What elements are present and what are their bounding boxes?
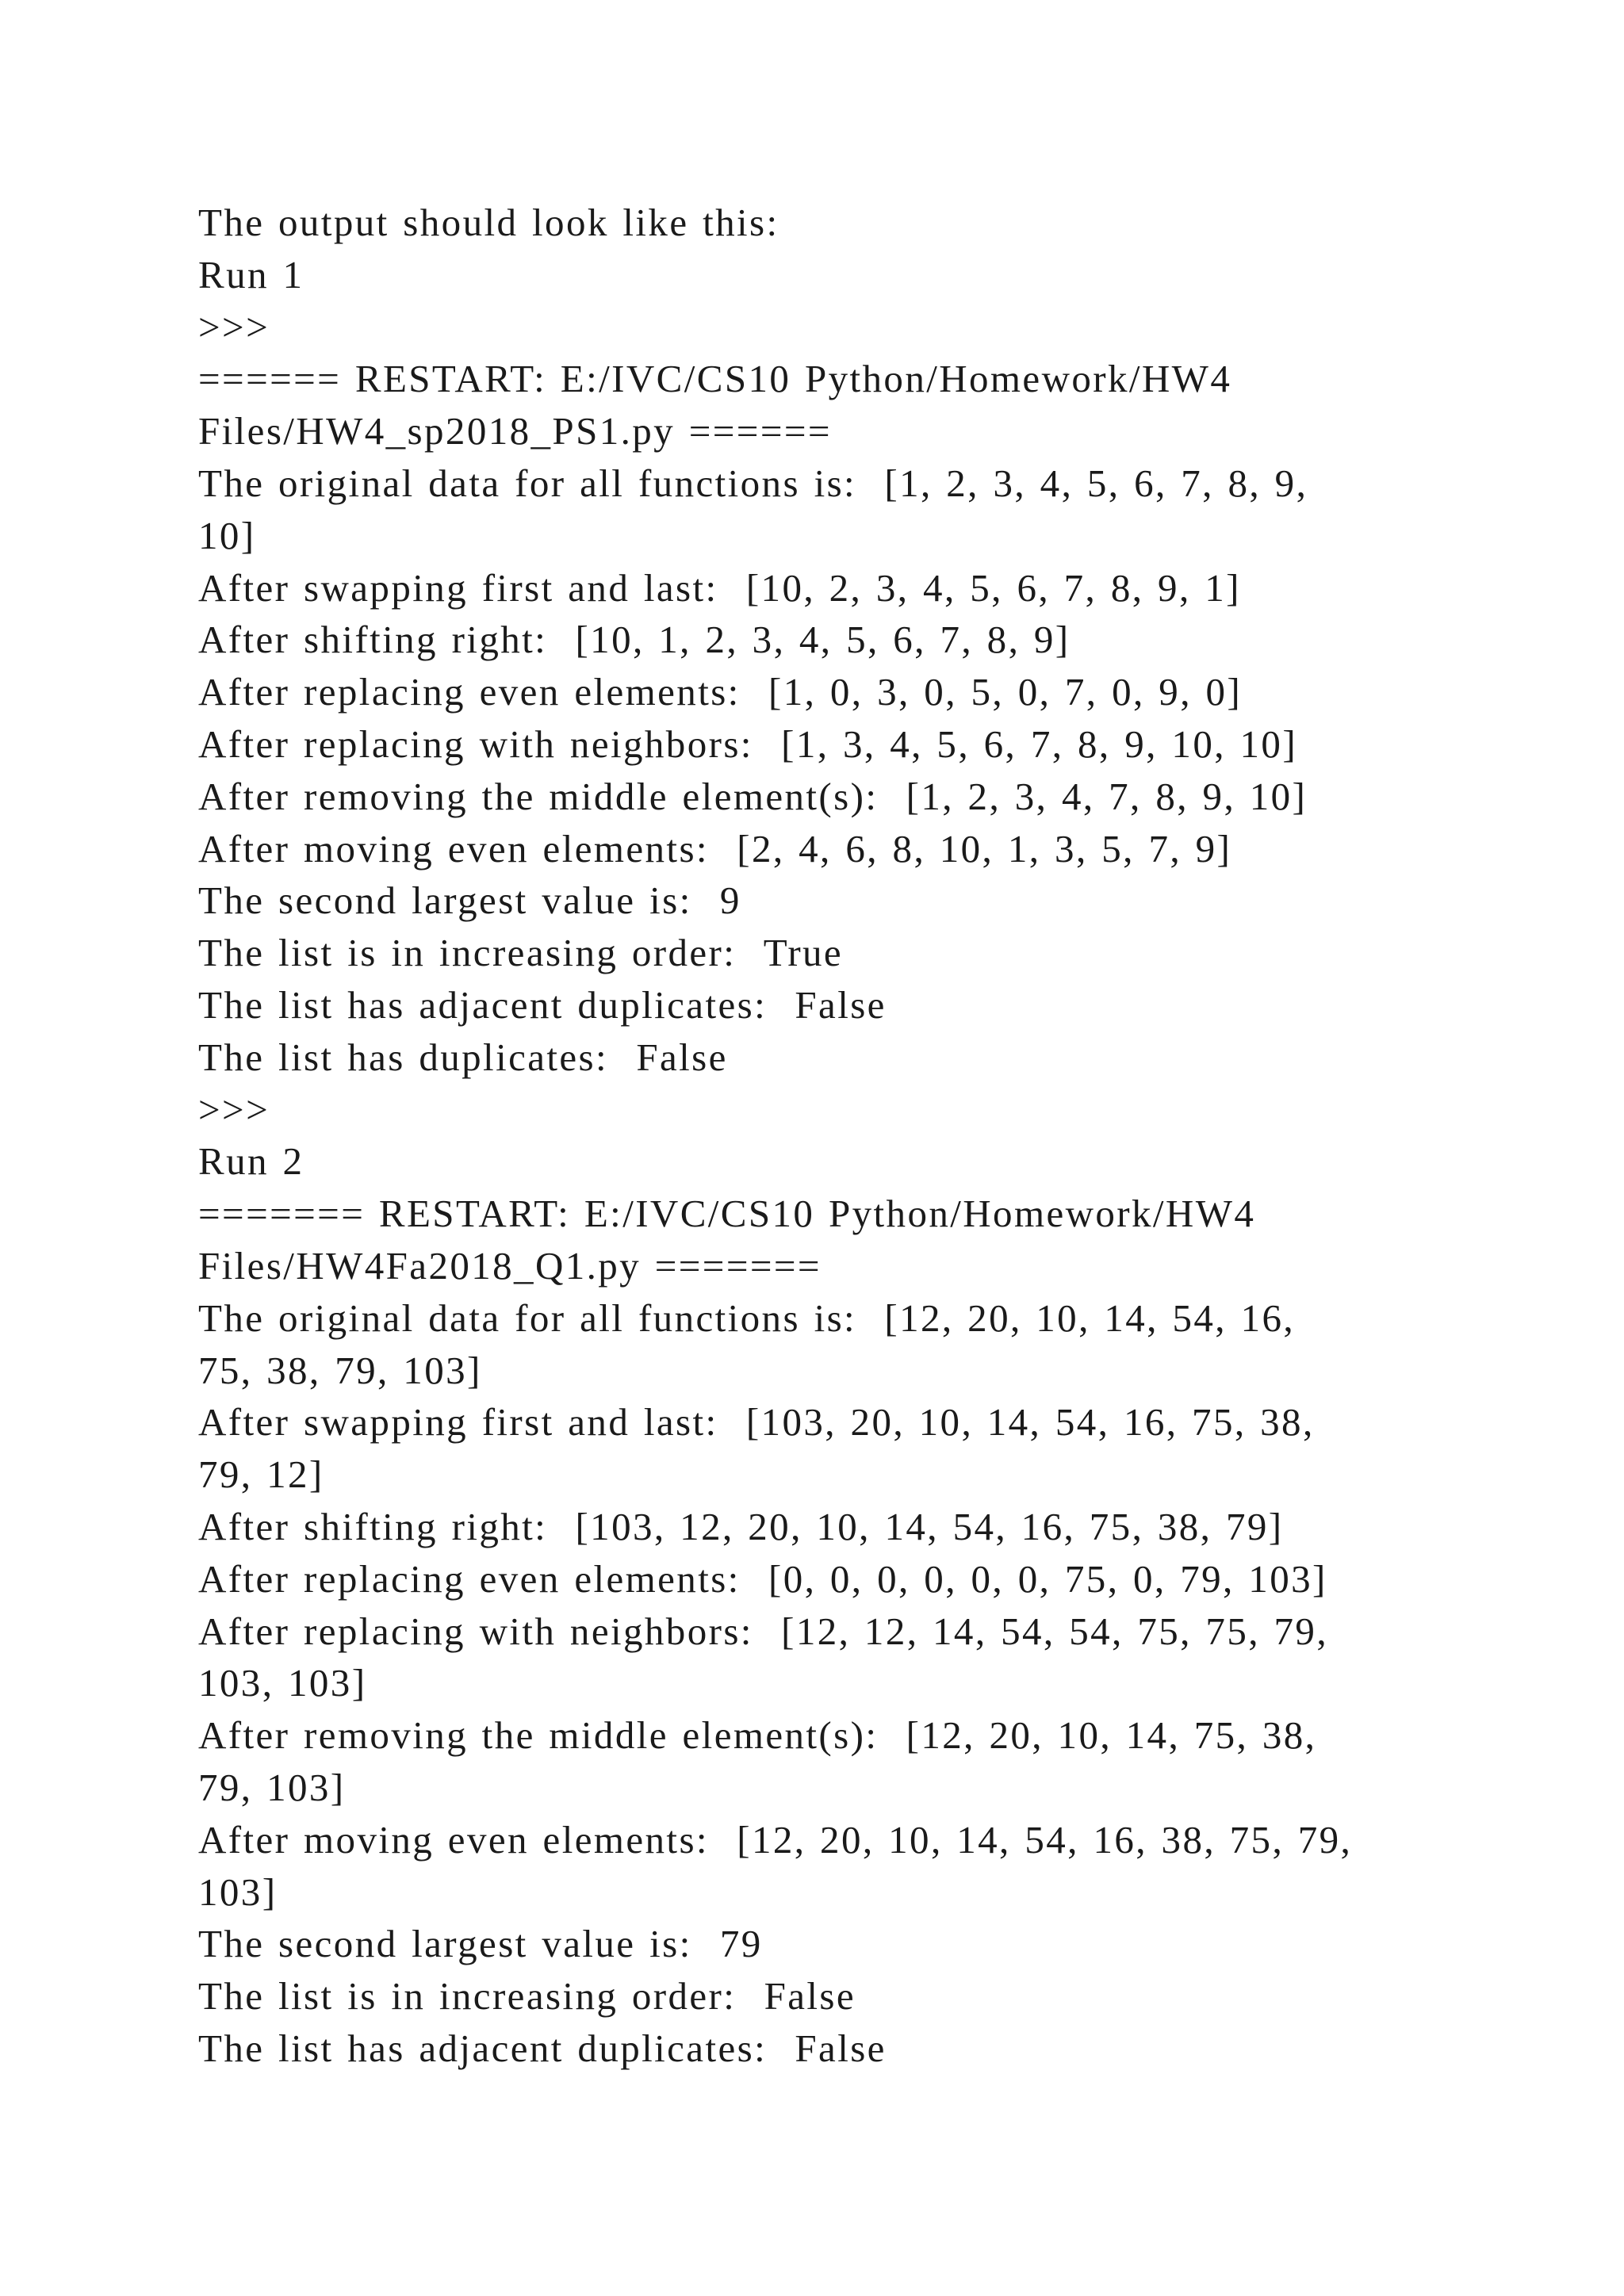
output-line: After replacing even elements: [1, 0, 3, 0, 5, 0, 7, 0, 9, 0]: [198, 670, 1243, 714]
run-2-heading: Run 2: [198, 1139, 304, 1184]
output-line: After replacing with neighbors: [12, 12, 14, 54, 54, 75, 75, 79,: [198, 1609, 1328, 1653]
output-line: 103, 103]: [198, 1661, 367, 1705]
output-line: After removing the middle element(s): [12, 20, 10, 14, 75, 38,: [198, 1713, 1317, 1758]
restart-line: ====== RESTART: E:/IVC/CS10 Python/Homework/HW4: [198, 357, 1232, 401]
output-line: 79, 103]: [198, 1765, 346, 1809]
output-line: The list has adjacent duplicates: False: [198, 2026, 887, 2070]
output-line: 75, 38, 79, 103]: [198, 1348, 482, 1392]
output-line: After replacing with neighbors: [1, 3, 4, 5, 6, 7, 8, 9, 10, 10]: [198, 721, 1298, 766]
output-line: The list is in increasing order: False: [198, 1974, 856, 2019]
output-line: After removing the middle element(s): [1, 2, 3, 4, 7, 8, 9, 10]: [198, 774, 1308, 818]
output-line: The list has adjacent duplicates: False: [198, 982, 887, 1027]
output-line: After moving even elements: [2, 4, 6, 8, 10, 1, 3, 5, 7, 9]: [198, 826, 1232, 871]
restart-line-continued: Files/HW4_sp2018_PS1.py ======: [198, 409, 832, 453]
prompt-line: >>>: [198, 1087, 270, 1131]
restart-line: ======= RESTART: E:/IVC/CS10 Python/Homework/HW4: [198, 1192, 1256, 1236]
run-1-heading: Run 1: [198, 252, 304, 297]
output-line: After replacing even elements: [0, 0, 0, 0, 0, 0, 75, 0, 79, 103]: [198, 1556, 1327, 1601]
output-line: After moving even elements: [12, 20, 10, 14, 54, 16, 38, 75, 79,: [198, 1817, 1353, 1862]
output-text-block: [198, 197, 1546, 2075]
output-line: After swapping first and last: [10, 2, 3, 4, 5, 6, 7, 8, 9, 1]: [198, 565, 1241, 610]
output-line: After shifting right: [103, 12, 20, 10, 14, 54, 16, 75, 38, 79]: [198, 1504, 1284, 1548]
output-line: 10]: [198, 513, 256, 557]
output-line: The second largest value is: 9: [198, 878, 741, 923]
prompt-line: >>>: [198, 304, 270, 349]
output-line: After shifting right: [10, 1, 2, 3, 4, 5, 6, 7, 8, 9]: [198, 618, 1071, 662]
output-line: 103]: [198, 1869, 278, 1914]
output-line: The original data for all functions is: [1, 2, 3, 4, 5, 6, 7, 8, 9,: [198, 461, 1308, 505]
output-line: After swapping first and last: [103, 20, 10, 14, 54, 16, 75, 38,: [198, 1400, 1315, 1445]
output-line: The list has duplicates: False: [198, 1035, 728, 1079]
output-line: 79, 12]: [198, 1452, 324, 1497]
output-line: The second largest value is: 79: [198, 1922, 763, 1966]
restart-line-continued: Files/HW4Fa2018_Q1.py =======: [198, 1243, 822, 1288]
intro-line: The output should look like this:: [198, 201, 779, 244]
output-line: The list is in increasing order: True: [198, 931, 844, 975]
output-line: The original data for all functions is: [12, 20, 10, 14, 54, 16,: [198, 1295, 1296, 1340]
